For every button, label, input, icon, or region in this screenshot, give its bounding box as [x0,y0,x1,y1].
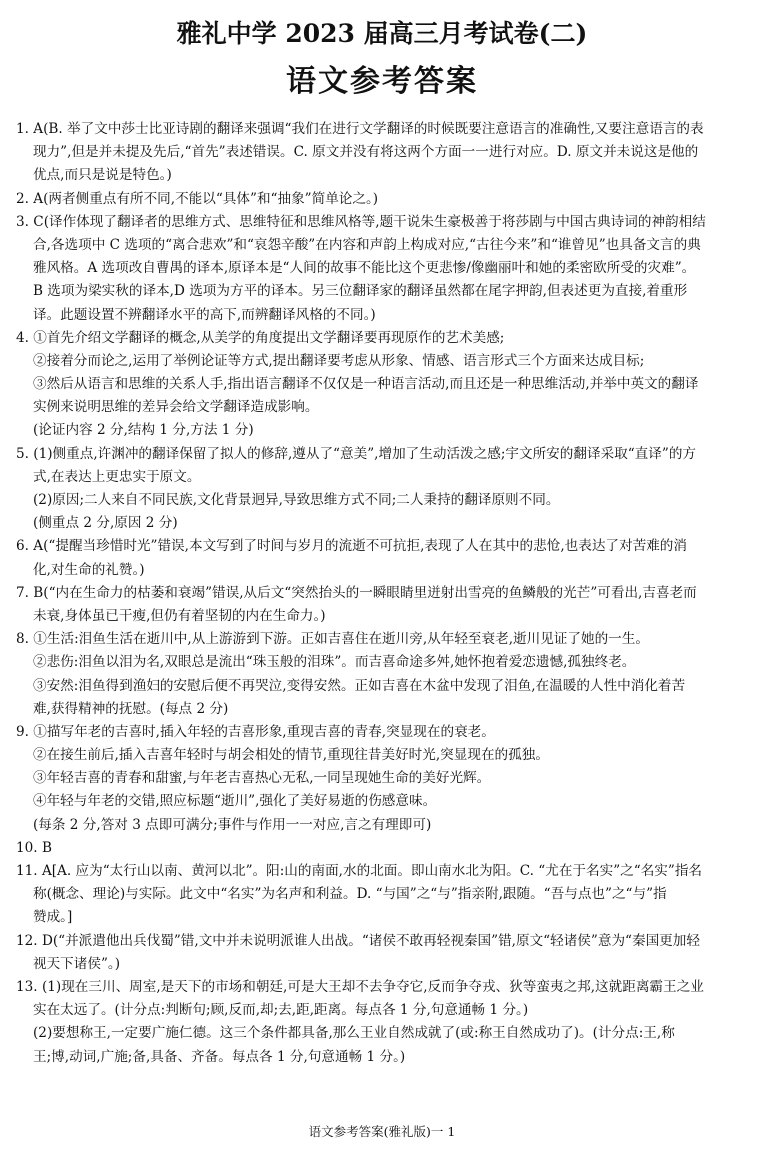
answer-line: 称(概念、理论)与实际。此文中“名实”为名声和利益。D. “与国”之“与”指亲附,跟随。“吾与点也”之“与”指 [33,886,667,903]
answer-line: 赞成。] [33,909,73,926]
answer-line: 难,获得精神的抚慰。(每点 2 分) [33,700,229,717]
answer-line: 视天下诸侯”。) [33,955,121,972]
answer-line: ②接着分而论之,运用了举例论证等方式,提出翻译要考虑从形象、情感、语言形式三个方面来达成目标; [33,352,645,369]
answer-line: ③安然:泪鱼得到渔妇的安慰后便不再哭泣,变得安然。正如吉喜在木盆中发现了泪鱼,在温暖的人性中消化着苦 [33,677,686,694]
answer-line: 5. (1)侧重点,许渊冲的翻译保留了拟人的修辞,遵从了“意美”,增加了生动活泼之感;宇文所安的翻译采取“直译”的方 [16,445,697,462]
answer-line: 12. D(“并派遣他出兵伐蜀”错,文中并未说明派谁人出战。“诸侯不敢再轻视秦国”错,原文“轻诸侯”意为“秦国更加轻 [16,932,700,949]
answer-line: 译。此题设置不辨翻译水平的高下,而辨翻译风格的不同。) [33,306,376,323]
answer-line: (2)原因;二人来自不同民族,文化背景迥异,导致思维方式不同;二人秉持的翻译原则不同。 [33,492,560,508]
answer-line: 1. A(B. 举了文中莎士比亚诗剧的翻译来强调“我们在进行文学翻译的时候既要注意语言的准确性,又要注意语言的表 [16,121,704,137]
answer-line: 现力”,但是并未提及先后,“首先”表述错误。C. 原文并没有将这两个方面一一进行对应。D. 原文并未说这是他的 [33,144,699,161]
answer-line: 优点,而只是说是特色。) [33,167,172,184]
answer-line: ③然后从语言和思维的关系人手,指出语言翻译不仅仅是一种语言活动,而且还是一种思维活动,并举中英文的翻译 [33,376,699,393]
answer-line: 6. A(“提醒当珍惜时光”错误,本文写到了时间与岁月的流逝不可抗拒,表现了人在其中的悲怆,也表达了对苦难的消 [16,538,687,555]
answer-list [16,118,750,1069]
answer-line: ③年轻吉喜的青春和甜蜜,与年老吉喜热心无私,一同呈现她生命的美好光辉。 [33,770,491,787]
answer-line: ②在接生前后,插入吉喜年轻时与胡会相处的情节,重现往昔美好时光,突显现在的孤独。 [33,747,549,764]
answer-line: 未衰,身体虽已干瘦,但仍有着坚韧的内在生命力。) [33,607,326,624]
answer-line: B 选项为梁实秋的译本,D 选项为方平的译本。另三位翻译家的翻译虽然都在尾字押韵,但表述更为直接,着重形 [33,283,688,300]
answer-line: 13. (1)现在三川、周室,是天下的市场和朝廷,可是大王却不去争夺它,反而争夺戎、狄等蛮夷之邦,这就距离霸王之业 [16,978,704,995]
answer-line: (论证内容 2 分,结构 1 分,方法 1 分) [33,422,254,439]
answer-line: (每条 2 分,答对 3 点即可满分;事件与作用一一对应,言之有理即可) [33,816,432,833]
answer-line: 8. ①生活:泪鱼生活在逝川中,从上游游到下游。正如吉喜住在逝川旁,从年轻至衰老,逝川见证了她的一生。 [16,631,649,648]
page-footer: 语文参考答案(雅礼版)一 1 [308,1124,456,1139]
answer-line: ④年轻与年老的交错,照应标题“逝川”,强化了美好易逝的伤感意味。 [33,793,437,810]
answer-line: 雅风格。A 选项改自曹禺的译本,原译本是“人间的故事不能比这个更悲惨/像幽丽叶和她的柔密欧所受的灾难”。 [33,260,696,277]
answer-line: 式,在表达上更忠实于原文。 [33,468,201,485]
answer-line: 化,对生命的礼赞。) [33,561,145,578]
answer-line: 实例来说明思维的差异会给文学翻译造成影响。 [33,399,319,416]
answer-line: 9. ①描写年老的吉喜时,插入年轻的吉喜形象,重现吉喜的青春,突显现在的衰老。 [16,723,495,740]
answer-line: 2. A(两者侧重点有所不同,不能以“具体”和“抽象”简单论之。) [16,190,379,207]
answer-line: 10. B [16,839,52,856]
answer-line: (侧重点 2 分,原因 2 分) [33,515,178,532]
answer-line: 王;博,动词,广施;备,具备、齐备。每点各 1 分,句意通畅 1 分。) [33,1048,406,1065]
answer-line: ②悲伤:泪鱼以泪为名,双眼总是流出“珠玉般的泪珠”。而吉喜命途多舛,她怀抱着爱恋遗憾,孤独终老。 [33,654,636,671]
answer-line: 实在太远了。(计分点:判断句;顾,反而,却;去,距,距离。每点各 1 分,句意通畅 1 分。) [33,1002,529,1019]
answer-line: 合,各选项中 C 选项的“离合悲欢”和“哀怨辛酸”在内容和声韵上构成对应,“古往今来”和“谁曾见”也具备文言的典 [33,236,701,253]
answer-line: 3. C(译作体现了翻译者的思维方式、思维特征和思维风格等,题干说朱生豪极善于将莎剧与中国古典诗词的神韵相结 [16,213,706,230]
page-subtitle: 语文参考答案 [286,64,478,99]
answer-line: (2)要想称王,一定要广施仁德。这三个条件都具备,那么王业自然成就了(或:称王自然成功了)。(计分点:王,称 [33,1025,675,1042]
answer-line: 4. ①首先介绍文学翻译的概念,从美学的角度提出文学翻译要再现原作的艺术美感; [16,329,505,346]
answer-line: 7. B(“内在生命力的枯萎和衰竭”错误,从后文“突然抬头的一瞬眼睛里迸射出雪亮的鱼鳞般的光芒”可看出,吉喜老而 [16,584,697,601]
answer-line: 11. A[A. 应为“太行山以南、黄河以北”。阳:山的南面,水的北面。即山南水北为阳。C. “尤在于名实”之“名实”指名 [16,863,703,879]
page-title: 雅礼中学 2023 届高三月考试卷(二) [176,19,588,48]
